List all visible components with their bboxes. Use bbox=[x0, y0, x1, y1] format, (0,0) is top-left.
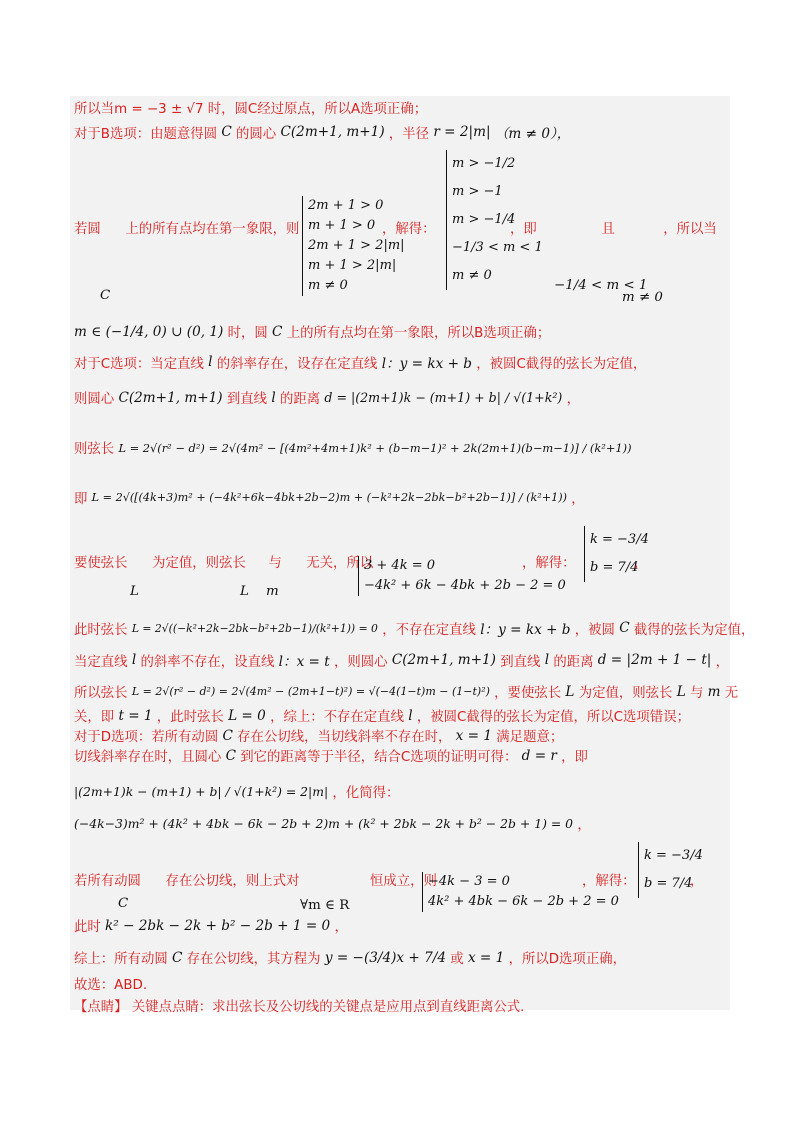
text: ， bbox=[715, 654, 730, 670]
text: 到直线 bbox=[500, 654, 541, 670]
symbol-L: L bbox=[240, 584, 249, 599]
text: 恒成立，则 bbox=[369, 874, 437, 889]
simplified-equation: (−4k−3)m² + (4k² + 4bk − 6k − 2b + 2)m + (k² + 2bk − 2k + b² − 2b + 1) = 0 bbox=[74, 816, 574, 831]
line-option-d-slope bbox=[74, 746, 588, 768]
comma bbox=[690, 870, 703, 892]
text: 到它的距离等于半径，结合C选项的证明可得： bbox=[240, 750, 518, 765]
line-option-a-conclusion bbox=[74, 98, 427, 120]
radius-condition: （m ≠ 0）， bbox=[494, 126, 571, 142]
symbol-m: m bbox=[266, 584, 279, 599]
text: ，被圆 bbox=[574, 622, 615, 638]
line-option-c-intro bbox=[74, 352, 646, 374]
text: 无关，所以 bbox=[306, 556, 374, 571]
text: 的距离 bbox=[553, 654, 594, 670]
line-constant-condition bbox=[74, 552, 373, 574]
center-expression: C(2m+1, m+1) bbox=[391, 652, 496, 668]
chord-formula: L = 2√(r² − d²) = 2√(4m² − [(4m²+4m+1)k² + (b−m−1)² + 2k(2m+1)(b−m−1)] / (k²+1)) bbox=[118, 440, 632, 455]
symbol-l: l bbox=[544, 652, 550, 668]
eq: m + 1 > 0 bbox=[308, 218, 376, 233]
symbol-c-floating: C bbox=[118, 896, 129, 911]
line-equation: l：y = kx + b bbox=[480, 622, 571, 638]
text: 截得的弦长为定值， bbox=[633, 622, 755, 638]
line-simplified bbox=[74, 814, 591, 836]
line-chord-zero bbox=[74, 618, 754, 640]
eq: k = −3/4 bbox=[590, 532, 649, 547]
text: ，解得： bbox=[522, 556, 576, 571]
symbol-L: L bbox=[130, 584, 139, 599]
text: 综上：所有动圆 bbox=[74, 952, 168, 967]
symbol-l: l bbox=[208, 354, 213, 370]
line-conclusion-b bbox=[510, 218, 717, 240]
eq: k = −3/4 bbox=[644, 848, 703, 863]
text: 当定直线 bbox=[74, 654, 128, 670]
text: 若所有动圆 bbox=[74, 874, 141, 889]
t-value: t = 1 bbox=[118, 707, 153, 724]
text: 此时弦长 bbox=[74, 622, 128, 638]
line-option-b-intro bbox=[74, 122, 570, 144]
tangent-condition: |(2m+1)k − (m+1) + b| / √(1+k²) = 2|m| bbox=[74, 784, 329, 799]
text: ，此时弦长 bbox=[156, 710, 224, 725]
eq: −4k² + 6k − 4bk + 2b − 2 = 0 bbox=[364, 578, 566, 593]
line-identity-condition bbox=[74, 870, 437, 892]
text: 为定值，则弦长 bbox=[578, 686, 673, 701]
line-answer bbox=[74, 974, 147, 996]
vertical-chord-formula: L = 2√(r² − d²) = 2√(4m² − (2m+1−t)²) = √(−4(1−t)m − (1−t)²) bbox=[131, 685, 490, 698]
symbol-m: m bbox=[707, 683, 721, 700]
interval-expression: m ∈ (−1/4, 0) ∪ (0, 1) bbox=[74, 323, 224, 340]
line-vertical-chord bbox=[74, 682, 738, 704]
text: ， bbox=[334, 920, 348, 935]
symbol-c: C bbox=[172, 949, 183, 966]
answer-text: 故选：ABD. bbox=[74, 978, 148, 993]
line-option-d-conclusion bbox=[74, 948, 626, 970]
text: 存在公切线，则上式对 bbox=[165, 874, 300, 889]
text: ，所以当 bbox=[663, 222, 717, 237]
eq: 4k² + 4bk − 6k − 2b + 2 = 0 bbox=[428, 894, 619, 909]
line-tangent-equation bbox=[74, 782, 399, 804]
text: 存在公切线，当切线斜率不存在时， bbox=[237, 730, 452, 745]
eq: m ≠ 0 bbox=[308, 278, 348, 293]
text: ，解得： bbox=[382, 222, 436, 237]
text: ，半径 bbox=[388, 126, 430, 142]
text: 上的所有点均在第一象限，所以B选项正确； bbox=[286, 326, 551, 341]
key-point-text: 关键点点睛：求出弦长及公切线的关键点是应用点到直线距离公式. bbox=[131, 1000, 525, 1015]
text: ，不存在定直线 bbox=[382, 622, 476, 638]
eq: m > −1/2 bbox=[452, 156, 516, 171]
eq: −4k − 3 = 0 bbox=[428, 874, 510, 889]
text: ，则圆心 bbox=[334, 654, 388, 670]
text: ，解得： bbox=[582, 874, 636, 889]
text: 无 bbox=[724, 686, 739, 701]
text: 满足题意； bbox=[496, 730, 564, 745]
eq: 3 + 4k = 0 bbox=[364, 558, 436, 573]
solve-label bbox=[582, 870, 636, 892]
text: 与 bbox=[689, 686, 704, 701]
line-option-b-condition bbox=[74, 218, 299, 240]
text: 若圆 bbox=[74, 222, 101, 237]
center-expression: C(2m+1, m+1) bbox=[280, 124, 385, 140]
eq: b = 7/4 bbox=[590, 560, 639, 575]
text: ，所以D选项正确， bbox=[508, 952, 626, 967]
line-distance bbox=[74, 388, 580, 410]
symbol-l: l bbox=[271, 389, 276, 406]
line-option-b-result bbox=[74, 322, 550, 344]
line-option-c-conclusion bbox=[74, 706, 690, 728]
line-key-point bbox=[74, 996, 524, 1018]
eq: b = 7/4 bbox=[644, 876, 693, 891]
text: 所以弦长 bbox=[74, 686, 128, 701]
text: ，综上：不存在定直线 bbox=[270, 710, 404, 725]
text: 对于B选项：由题意得圆 bbox=[74, 126, 218, 142]
text: ， bbox=[577, 818, 591, 833]
text: 关，即 bbox=[74, 710, 115, 725]
text: ，被圆C截得的弦长为定值， bbox=[476, 356, 647, 372]
distance-formula: d = |(2m+1)k − (m+1) + b| / √(1+k²) bbox=[324, 390, 563, 405]
symbol-c: C bbox=[619, 620, 630, 636]
symbol-L: L bbox=[676, 683, 686, 700]
eq: m > −1/4 bbox=[452, 212, 516, 227]
text: ，被圆C截得的弦长为定值，所以C选项错误； bbox=[416, 710, 690, 725]
check-equation: k² − 2bk − 2k + b² − 2b + 1 = 0 bbox=[105, 917, 331, 934]
distance-expression: d = |2m + 1 − t| bbox=[597, 652, 712, 668]
inequality-system bbox=[302, 196, 405, 296]
text: 存在公切线，其方程为 bbox=[186, 952, 321, 967]
text: 切线斜率存在时，且圆心 bbox=[74, 750, 222, 765]
chord-zero: L = 0 bbox=[228, 707, 266, 724]
text: 则圆心 bbox=[74, 392, 115, 407]
text: ， bbox=[571, 492, 585, 507]
text: 与 bbox=[268, 556, 282, 571]
text: ， bbox=[566, 392, 580, 407]
symbol-c: C bbox=[272, 323, 283, 340]
tangent-line-equation: y = −(3/4)x + 7/4 bbox=[324, 949, 447, 966]
text: 的斜率不存在，设直线 bbox=[140, 654, 275, 670]
key-point-tag: 【点睛】 bbox=[74, 1000, 128, 1015]
eq: 2m + 1 > 2|m| bbox=[308, 238, 405, 253]
text: 对于C选项：当定直线 bbox=[74, 356, 204, 372]
vertical-line-equation: l：x = t bbox=[278, 654, 330, 670]
symbol-L: L bbox=[565, 683, 575, 700]
comma bbox=[634, 552, 647, 574]
line-equation: l：y = kx + b bbox=[381, 356, 473, 372]
chord-zero-formula: L = 2√((−k²+2k−2bk−b²+2b−1)/(k²+1)) = 0 bbox=[131, 621, 378, 635]
for-all-m: ∀m ∈ R bbox=[300, 898, 350, 913]
text: 且 bbox=[601, 222, 615, 237]
line-option-d-intro bbox=[74, 726, 563, 748]
line-check bbox=[74, 916, 348, 938]
d-equals-r: d = r bbox=[521, 747, 557, 764]
text: ，化简得： bbox=[332, 786, 400, 801]
symbol-c: C bbox=[222, 727, 233, 744]
line-chord-expanded bbox=[74, 488, 585, 510]
text: ，即 bbox=[510, 222, 537, 237]
line-vertical-case bbox=[74, 650, 729, 672]
text: 所以当m = −3 ± √7 时，圆C经过原点，所以A选项正确； bbox=[74, 102, 428, 117]
text: 到直线 bbox=[226, 392, 268, 407]
text: ，要使弦长 bbox=[494, 686, 562, 701]
text: 即 bbox=[74, 492, 88, 507]
center-expression: C(2m+1, m+1) bbox=[118, 389, 223, 406]
text: 要使弦长 bbox=[74, 556, 128, 571]
eq: 2m + 1 > 0 bbox=[308, 198, 384, 213]
line-chord-length bbox=[74, 438, 632, 460]
text: 时，圆 bbox=[227, 326, 268, 341]
eq: −1/3 < m < 1 bbox=[452, 240, 543, 255]
text: 的圆心 bbox=[236, 126, 277, 142]
eq: m + 1 > 2|m| bbox=[308, 258, 397, 273]
solve-label bbox=[382, 218, 436, 240]
text: 上的所有点均在第一象限，则 bbox=[125, 222, 300, 237]
eq: m > −1 bbox=[452, 184, 503, 199]
symbol-c: C bbox=[221, 124, 232, 140]
text: 为定值，则弦长 bbox=[152, 556, 246, 571]
symbol-l: l bbox=[131, 652, 137, 668]
text: 的距离 bbox=[279, 392, 321, 407]
symbol-c-floating: C bbox=[100, 288, 111, 303]
text: 或 bbox=[450, 952, 464, 967]
text: ，即 bbox=[561, 750, 588, 765]
text: 则弦长 bbox=[74, 442, 115, 457]
range-expression: −1/4 < m < 1 bbox=[554, 278, 648, 293]
chord-expanded-formula: L = 2√([(4k+3)m² + (−4k²+6k−4bk+2b−2)m + (−k²+2k−2bk−b²+2b−1)] / (k²+1)) bbox=[91, 491, 568, 504]
eq: m ≠ 0 bbox=[452, 268, 492, 283]
symbol-l: l bbox=[408, 707, 413, 724]
text: 的斜率存在，设存在定直线 bbox=[216, 356, 378, 372]
text: 此时 bbox=[74, 920, 101, 935]
radius-expression: r = 2|m| bbox=[433, 124, 491, 140]
tangent-x-equation: x = 1 bbox=[467, 949, 505, 966]
text: ， bbox=[634, 556, 648, 571]
text: 对于D选项：若所有动圆 bbox=[74, 730, 219, 745]
m-not-zero: m ≠ 0 bbox=[622, 290, 663, 305]
text: ， bbox=[690, 874, 704, 889]
solve-label bbox=[522, 552, 576, 574]
tangent-x-equation: x = 1 bbox=[455, 727, 493, 744]
symbol-c: C bbox=[225, 747, 236, 764]
